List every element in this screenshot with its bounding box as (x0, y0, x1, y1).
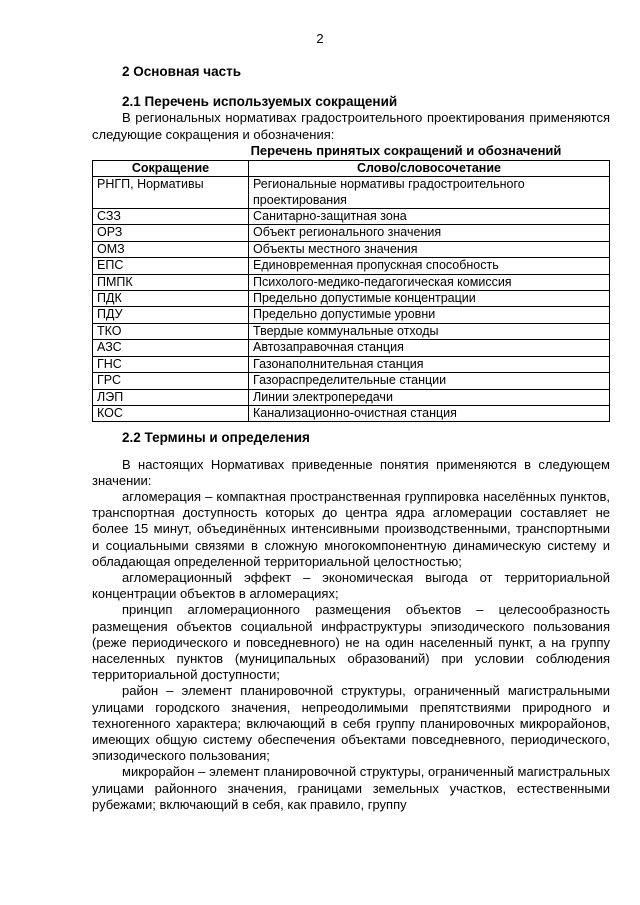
intro-paragraph: В региональных нормативах градостроительного проектирования применяются следующие сокращения и обозначения: (92, 110, 610, 142)
abbreviation-cell: ОРЗ (93, 225, 249, 241)
subsection-title-terms: 2.2 Термины и определения (122, 430, 310, 446)
term-paragraph: агломерация – компактная пространственная группировка населённых пунктов, транспортная доступность которых до центра ядра агломерации составляет не более 15 минут, объединённых интенсивными производственными, транспортными и социальными связями в сложную многокомпонентную динамическую систему и обладающая определенной территориальной целостностью; (92, 488, 610, 569)
table-row (93, 389, 610, 405)
term-paragraph: В настоящих Нормативах приведенные понятия применяются в следующем значении: (92, 456, 610, 488)
meaning-cell: Канализационно-очистная станция (249, 405, 610, 421)
meaning-cell: Объект регионального значения (249, 225, 610, 241)
term-paragraph: агломерационный эффект – экономическая выгода от территориальной концентрации объектов в агломерациях; (92, 569, 610, 602)
page-number: 2 (316, 31, 324, 46)
abbreviation-cell: ПДУ (93, 307, 249, 323)
table-row (93, 405, 610, 421)
abbreviation-cell: АЗС (93, 340, 249, 356)
abbreviations-table (92, 160, 610, 423)
meaning-cell: Психолого-медико-педагогическая комиссия (249, 274, 610, 290)
subsection-title-abbreviations: 2.1 Перечень используемых сокращений (122, 94, 398, 110)
table-row (93, 258, 610, 274)
abbreviation-cell: ТКО (93, 323, 249, 339)
meaning-cell: Газонаполнительная станция (249, 356, 610, 372)
abbreviation-cell: СЗЗ (93, 209, 249, 225)
meaning-cell: Автозаправочная станция (249, 340, 610, 356)
abbreviation-cell: ОМЗ (93, 241, 249, 257)
section-title: 2 Основная часть (122, 64, 242, 79)
meaning-cell: Газораспределительные станции (249, 373, 610, 389)
table-row (93, 274, 610, 290)
table-row (93, 307, 610, 323)
abbreviation-cell: ЕПС (93, 258, 249, 274)
column-header-meaning: Слово/словосочетание (249, 160, 610, 176)
table-row (93, 209, 610, 225)
term-paragraph: район – элемент планировочной структуры, ограниченный магистральными улицами городского значения, непреодолимыми препятствиями природного и техногенного характера; включающий в себя группу планировочных микрорайонов, имеющих общую систему обеспечения объектами повседневного, периодического, эпизодического пользования; (92, 683, 610, 764)
table-row (93, 340, 610, 356)
abbreviation-cell: ПМПК (93, 274, 249, 290)
table-row (93, 356, 610, 372)
table-row (93, 177, 610, 209)
meaning-cell: Санитарно-защитная зона (249, 209, 610, 225)
meaning-cell: Линии электропередачи (249, 389, 610, 405)
meaning-cell: Твердые коммунальные отходы (249, 323, 610, 339)
meaning-cell: Предельно допустимые уровни (249, 307, 610, 323)
meaning-cell: Единовременная пропускная способность (249, 258, 610, 274)
abbreviation-cell: ГНС (93, 356, 249, 372)
column-header-abbreviation: Сокращение (93, 160, 249, 176)
abbreviation-cell: РНГП, Нормативы (93, 177, 249, 209)
abbreviation-cell: ПДК (93, 291, 249, 307)
table-row (93, 323, 610, 339)
table-row (93, 225, 610, 241)
table-caption: Перечень принятых сокращений и обозначений (250, 142, 562, 158)
document-body (92, 64, 610, 813)
meaning-cell: Региональные нормативы градостроительного проектирования (249, 177, 610, 209)
table-row (93, 291, 610, 307)
abbreviation-cell: ГРС (93, 373, 249, 389)
abbreviation-cell: ЛЭП (93, 389, 249, 405)
table-header-row (93, 160, 610, 176)
table-row (93, 373, 610, 389)
terms-text (92, 457, 610, 813)
abbreviation-cell: КОС (93, 405, 249, 421)
term-paragraph: принцип агломерационного размещения объектов – целесообразность размещения объектов социальной инфраструктуры эпизодического пользования (реже периодического и повседневного) не на один населенный пункт, а на группу населенных пунктов (муниципальных образований) при условии соблюдения территориальной доступности; (92, 602, 610, 683)
meaning-cell: Объекты местного значения (249, 241, 610, 257)
meaning-cell: Предельно допустимые концентрации (249, 291, 610, 307)
term-paragraph: микрорайон – элемент планировочной структуры, ограниченный магистральных улицами районного значения, границами земельных участков, естественными рубежами; включающий в себя, как правило, группу (92, 764, 610, 812)
table-row (93, 241, 610, 257)
